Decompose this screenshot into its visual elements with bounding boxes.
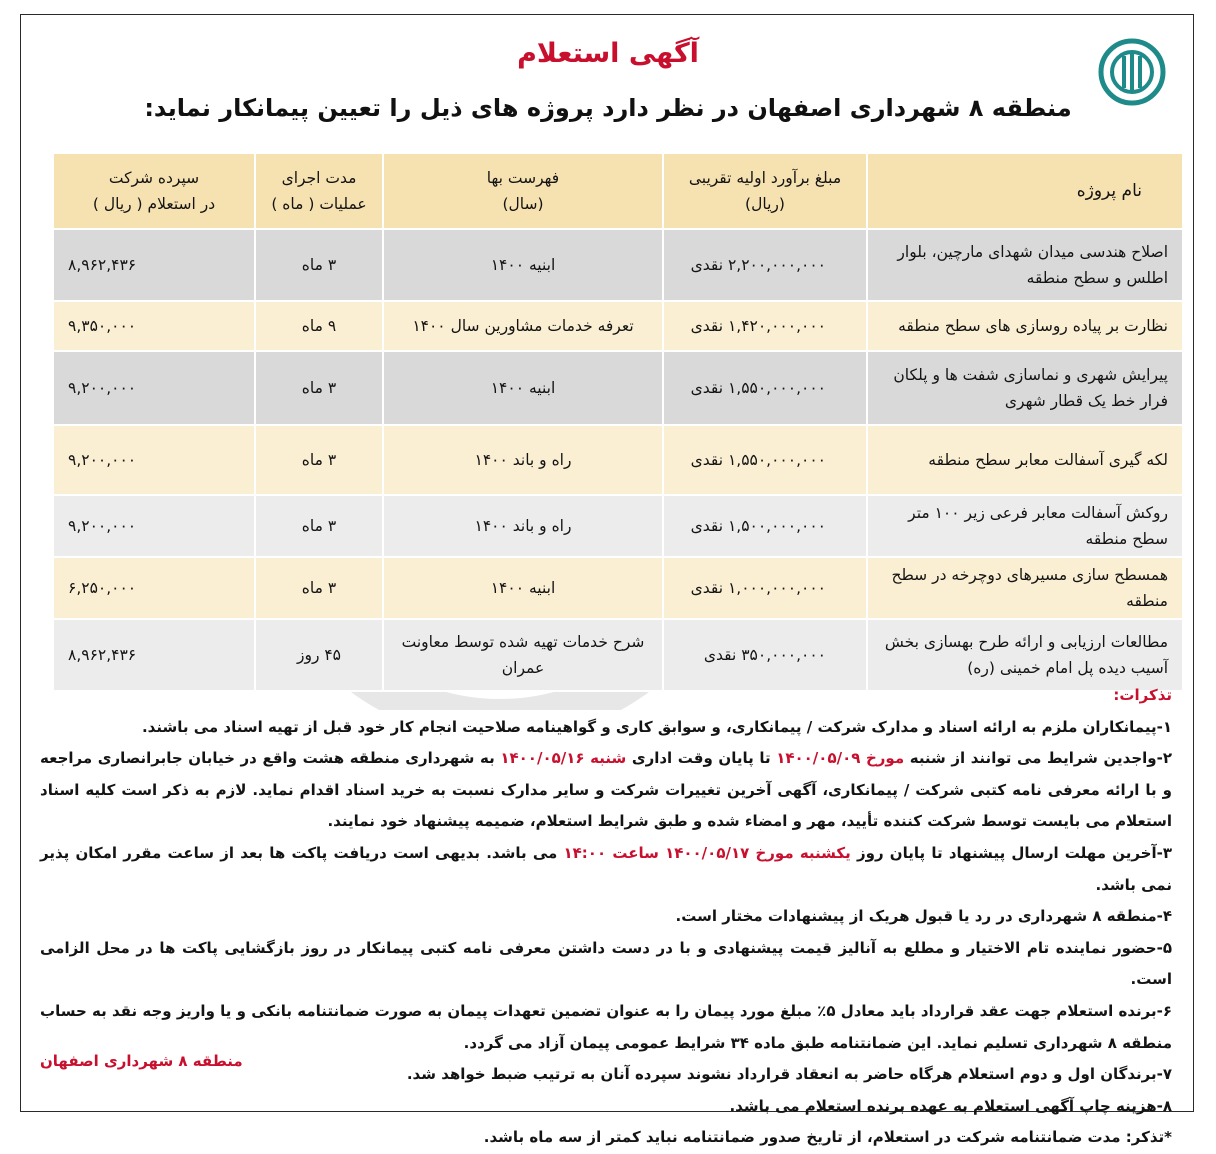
projects-table — [52, 152, 1184, 692]
table-header-row — [53, 153, 1183, 229]
column-header: نام پروژه — [867, 153, 1183, 229]
duration: ۴۵ روز — [255, 619, 383, 691]
notes-heading: تذکرات: — [1113, 686, 1172, 704]
project-name: پیرایش شهری و نماسازی شفت ها و پلکان فرار خط یک قطار شهری — [867, 351, 1183, 425]
estimated-amount: ۱,۵۵۰,۰۰۰,۰۰۰ نقدی — [663, 351, 867, 425]
duration: ۳ ماه — [255, 351, 383, 425]
estimated-amount: ۱,۰۰۰,۰۰۰,۰۰۰ نقدی — [663, 557, 867, 619]
table-row — [53, 351, 1183, 425]
deposit: ۸,۹۶۲,۴۳۶ — [53, 229, 255, 301]
price-list: ابنیه ۱۴۰۰ — [383, 557, 663, 619]
note-item: ۶-برنده استعلام جهت عقد قرارداد باید معادل ۵٪ مبلغ مورد پیمان را به عنوان تضمین تعهدات پیمان به صورت ضمانتنامه بانکی و یا واریز وجه نقد به حساب منطقه ۸ شهرداری تسلیم نماید. این ضمانتنامه طبق ماده ۳۴ شرایط عمومی پیمان آزاد می گردد. — [40, 1001, 1172, 1052]
column-header: فهرست بها (سال) — [383, 153, 663, 229]
project-name: اصلاح هندسی میدان شهدای مارچین، بلوار اطلس و سطح منطقه — [867, 229, 1183, 301]
column-header: مبلغ برآورد اولیه تقریبی (ریال) — [663, 153, 867, 229]
estimated-amount: ۱,۵۵۰,۰۰۰,۰۰۰ نقدی — [663, 425, 867, 495]
estimated-amount: ۳۵۰,۰۰۰,۰۰۰ نقدی — [663, 619, 867, 691]
table-row — [53, 301, 1183, 351]
note-item: ۲-واجدین شرایط می توانند از شنبه مورخ ۱۴۰۰/۰۵/۰۹ تا پایان وقت اداری شنبه ۱۴۰۰/۰۵/۱۶ به شهرداری منطقه هشت واقع در خیابان جابرانصاری مراجعه و با ارائه معرفی نامه کتبی شرکت / پیمانکاری، آگهی آخرین تغییرات شرکت و سایر مدارک نسبت به خرید اسناد اقدام نماید. لازم به ذکر است کلیه اسناد استعلام می بایست توسط شرکت کننده تأیید، مهر و امضاء شده و طبق شرایط استعلام، ضمیمه پیشنهاد خود نمایند. — [40, 749, 1172, 831]
table-row — [53, 495, 1183, 557]
note-item: ۷-برندگان اول و دوم استعلام هرگاه حاضر به انعقاد قرارداد نشوند سپرده آنان به ترتیب ضبط خواهد شد. — [406, 1065, 1172, 1084]
project-name: نظارت بر پیاده روسازی های سطح منطقه — [867, 301, 1183, 351]
price-list: شرح خدمات تهیه شده توسط معاونت عمران — [383, 619, 663, 691]
note-item: ۱-پیمانکاران ملزم به ارائه اسناد و مدارک شرکت / پیمانکاری، و سوابق کاری و گواهینامه صلاحیت انجام کار خود قبل از تهیه اسناد می باشند. — [141, 717, 1172, 736]
table-row — [53, 425, 1183, 495]
estimated-amount: ۲,۲۰۰,۰۰۰,۰۰۰ نقدی — [663, 229, 867, 301]
notes-section — [40, 680, 1172, 1154]
deposit: ۹,۲۰۰,۰۰۰ — [53, 351, 255, 425]
note-item: ۳-آخرین مهلت ارسال پیشنهاد تا پایان روز یکشنبه مورخ ۱۴۰۰/۰۵/۱۷ ساعت ۱۴:۰۰ می باشد. بدیهی است دریافت پاکت ها بعد از ساعت مقرر امکان پذیر نمی باشد. — [40, 843, 1172, 894]
footer-signature: منطقه ۸ شهرداری اصفهان — [40, 1052, 243, 1070]
page-title: آگهی استعلام — [517, 38, 699, 69]
project-name: مطالعات ارزیابی و ارائه طرح بهسازی بخش آسیب دیده پل امام خمینی (ره) — [867, 619, 1183, 691]
deposit: ۹,۲۰۰,۰۰۰ — [53, 425, 255, 495]
estimated-amount: ۱,۴۲۰,۰۰۰,۰۰۰ نقدی — [663, 301, 867, 351]
price-list: ابنیه ۱۴۰۰ — [383, 351, 663, 425]
project-name: روکش آسفالت معابر فرعی زیر ۱۰۰ متر سطح منطقه — [867, 495, 1183, 557]
note-item: *تذکر: مدت ضمانتنامه شرکت در استعلام، از تاریخ صدور ضمانتنامه نباید کمتر از سه ماه باشد. — [483, 1128, 1172, 1147]
note-item: ۴-منطقه ۸ شهرداری در رد یا قبول هریک از پیشنهادات مختار است. — [675, 907, 1172, 926]
column-header: مدت اجرای عملیات ( ماه ) — [255, 153, 383, 229]
deposit: ۹,۳۵۰,۰۰۰ — [53, 301, 255, 351]
duration: ۳ ماه — [255, 495, 383, 557]
project-name: همسطح سازی مسیرهای دوچرخه در سطح منطقه — [867, 557, 1183, 619]
price-list: راه و باند ۱۴۰۰ — [383, 425, 663, 495]
page-subtitle: منطقه ۸ شهرداری اصفهان در نظر دارد پروژه های ذیل را تعیین پیمانکار نماید: — [144, 94, 1072, 122]
project-name: لکه گیری آسفالت معابر سطح منطقه — [867, 425, 1183, 495]
note-item: ۸-هزینه چاپ آگهی استعلام به عهده برنده استعلام می باشد. — [729, 1096, 1172, 1115]
duration: ۳ ماه — [255, 229, 383, 301]
duration: ۳ ماه — [255, 425, 383, 495]
note-item: ۵-حضور نماینده تام الاختیار و مطلع به آنالیز قیمت پیشنهادی و با در دست داشتن معرفی نامه کتبی پیمانکار در روز بازگشایی پاکت ها در محل الزامی است. — [40, 938, 1172, 989]
deposit: ۶,۲۵۰,۰۰۰ — [53, 557, 255, 619]
price-list: ابنیه ۱۴۰۰ — [383, 229, 663, 301]
estimated-amount: ۱,۵۰۰,۰۰۰,۰۰۰ نقدی — [663, 495, 867, 557]
duration: ۹ ماه — [255, 301, 383, 351]
table-row — [53, 229, 1183, 301]
price-list: راه و باند ۱۴۰۰ — [383, 495, 663, 557]
deposit: ۸,۹۶۲,۴۳۶ — [53, 619, 255, 691]
column-header: سپرده شرکت در استعلام ( ریال ) — [53, 153, 255, 229]
table-row — [53, 557, 1183, 619]
price-list: تعرفه خدمات مشاورین سال ۱۴۰۰ — [383, 301, 663, 351]
deposit: ۹,۲۰۰,۰۰۰ — [53, 495, 255, 557]
duration: ۳ ماه — [255, 557, 383, 619]
